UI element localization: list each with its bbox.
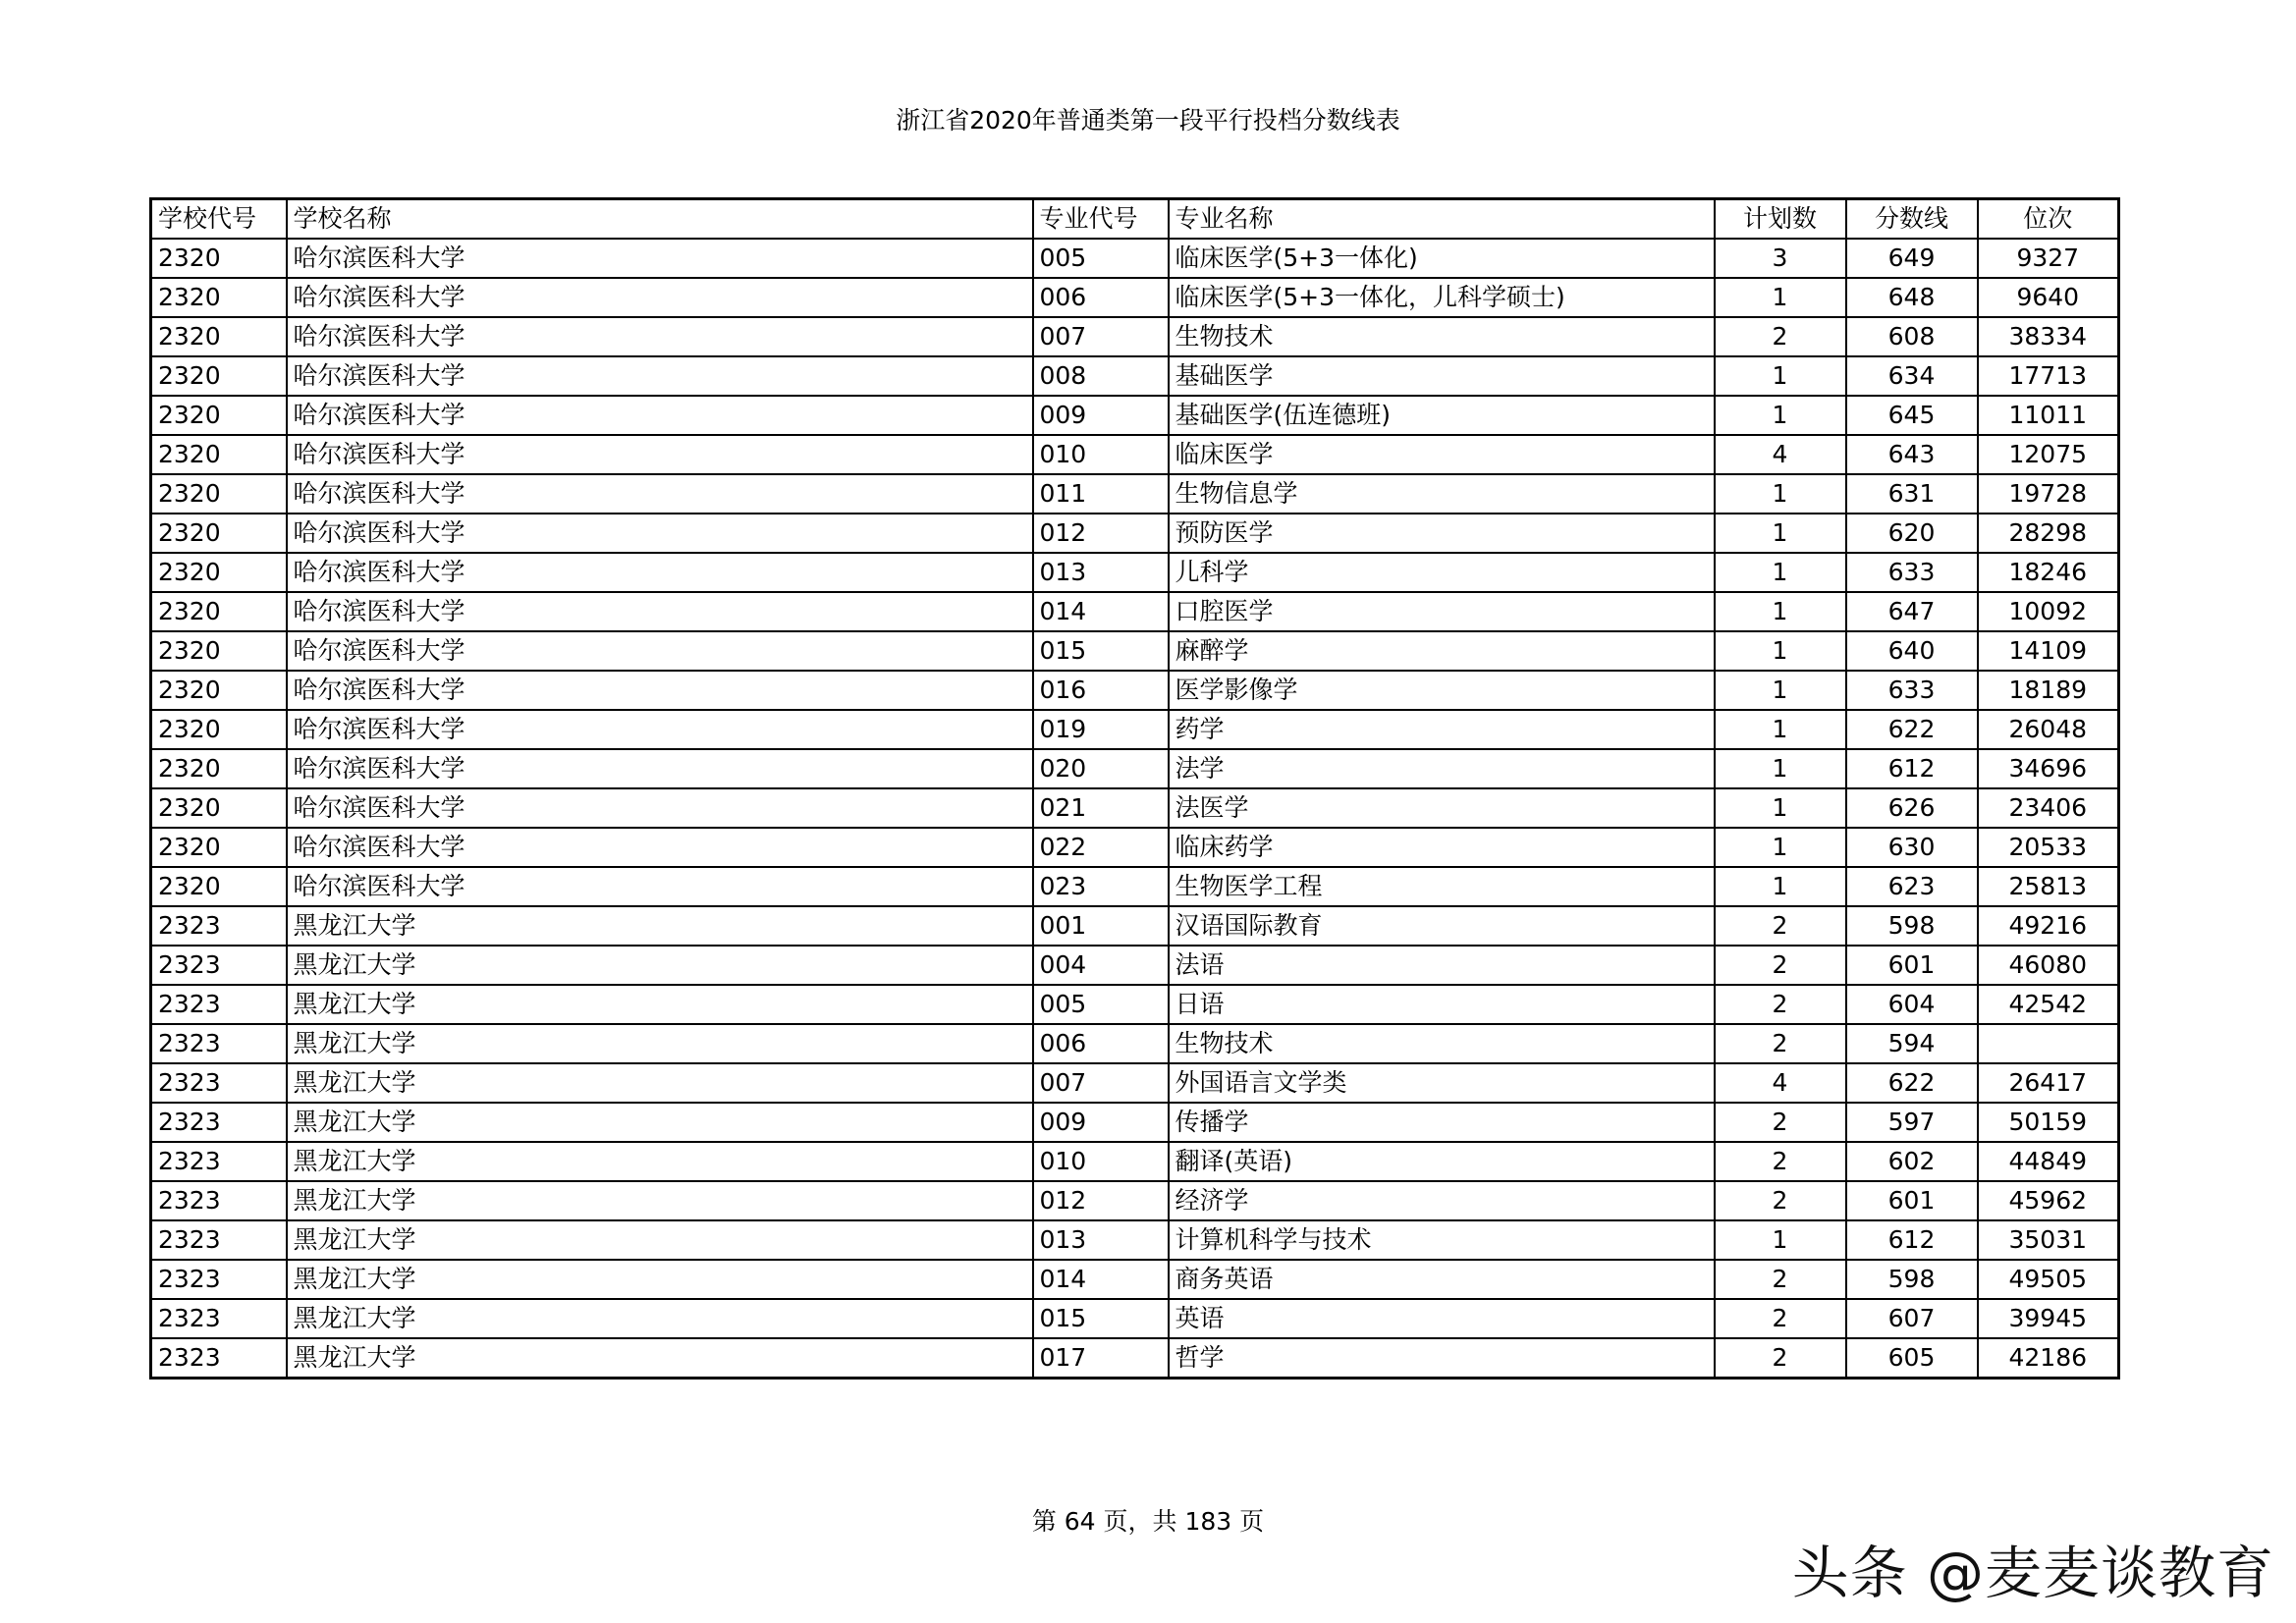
cell-major-code: 013 (1033, 553, 1169, 592)
cell-school-name: 哈尔滨医科大学 (287, 828, 1033, 867)
header-major-name: 专业名称 (1169, 199, 1715, 240)
cell-major-code: 017 (1033, 1338, 1169, 1379)
cell-rank: 34696 (1978, 749, 2119, 788)
cell-major-name: 法学 (1169, 749, 1715, 788)
cell-school-code: 2320 (151, 474, 287, 514)
cell-rank: 42186 (1978, 1338, 2119, 1379)
cell-school-code: 2320 (151, 435, 287, 474)
cell-school-code: 2323 (151, 1142, 287, 1181)
table-row (151, 1024, 2119, 1063)
cell-school-name: 哈尔滨医科大学 (287, 749, 1033, 788)
table-row (151, 788, 2119, 828)
table-row (151, 1181, 2119, 1220)
table-row (151, 1338, 2119, 1379)
cell-score-line: 620 (1846, 514, 1978, 553)
cell-rank: 49216 (1978, 906, 2119, 946)
table-row (151, 1142, 2119, 1181)
cell-major-name: 药学 (1169, 710, 1715, 749)
cell-rank: 42542 (1978, 985, 2119, 1024)
cell-school-code: 2320 (151, 631, 287, 671)
table-body (151, 239, 2119, 1379)
cell-school-name: 哈尔滨医科大学 (287, 435, 1033, 474)
cell-school-name: 哈尔滨医科大学 (287, 592, 1033, 631)
cell-school-code: 2320 (151, 867, 287, 906)
cell-major-name: 计算机科学与技术 (1169, 1220, 1715, 1260)
cell-plan-count: 2 (1715, 946, 1846, 985)
cell-plan-count: 2 (1715, 1260, 1846, 1299)
cell-rank: 20533 (1978, 828, 2119, 867)
cell-score-line: 647 (1846, 592, 1978, 631)
table-row (151, 1220, 2119, 1260)
cell-major-name: 经济学 (1169, 1181, 1715, 1220)
cell-school-code: 2323 (151, 946, 287, 985)
cell-plan-count: 1 (1715, 474, 1846, 514)
cell-rank: 44849 (1978, 1142, 2119, 1181)
cell-major-code: 001 (1033, 906, 1169, 946)
header-plan-count: 计划数 (1715, 199, 1846, 240)
cell-plan-count: 1 (1715, 396, 1846, 435)
cell-school-name: 哈尔滨医科大学 (287, 239, 1033, 278)
cell-major-code: 016 (1033, 671, 1169, 710)
cell-rank: 35031 (1978, 1220, 2119, 1260)
cell-school-name: 黑龙江大学 (287, 1063, 1033, 1103)
cell-score-line: 598 (1846, 1260, 1978, 1299)
cell-major-name: 生物技术 (1169, 1024, 1715, 1063)
cell-rank: 18189 (1978, 671, 2119, 710)
cell-major-name: 口腔医学 (1169, 592, 1715, 631)
cell-school-code: 2323 (151, 1063, 287, 1103)
cell-major-name: 英语 (1169, 1299, 1715, 1338)
cell-score-line: 623 (1846, 867, 1978, 906)
cell-score-line: 633 (1846, 553, 1978, 592)
cell-plan-count: 2 (1715, 906, 1846, 946)
cell-school-code: 2323 (151, 1024, 287, 1063)
cell-plan-count: 1 (1715, 671, 1846, 710)
watermark: 头条 @麦麦谈教育 (1791, 1540, 2274, 1606)
table-row (151, 710, 2119, 749)
cell-major-code: 022 (1033, 828, 1169, 867)
cell-major-code: 023 (1033, 867, 1169, 906)
header-school-code: 学校代号 (151, 199, 287, 240)
cell-school-name: 哈尔滨医科大学 (287, 671, 1033, 710)
cell-school-code: 2320 (151, 356, 287, 396)
table-row (151, 553, 2119, 592)
cell-rank (1978, 1024, 2119, 1063)
cell-major-code: 010 (1033, 1142, 1169, 1181)
cell-rank: 9327 (1978, 239, 2119, 278)
cell-major-name: 临床药学 (1169, 828, 1715, 867)
cell-school-name: 哈尔滨医科大学 (287, 514, 1033, 553)
cell-school-code: 2320 (151, 278, 287, 317)
cell-school-code: 2320 (151, 828, 287, 867)
cell-major-name: 基础医学 (1169, 356, 1715, 396)
cell-major-code: 008 (1033, 356, 1169, 396)
cell-rank: 39945 (1978, 1299, 2119, 1338)
cell-score-line: 602 (1846, 1142, 1978, 1181)
admission-score-table (149, 197, 2120, 1380)
cell-major-code: 005 (1033, 985, 1169, 1024)
header-major-code: 专业代号 (1033, 199, 1169, 240)
cell-plan-count: 1 (1715, 278, 1846, 317)
cell-plan-count: 2 (1715, 1181, 1846, 1220)
cell-school-name: 黑龙江大学 (287, 1299, 1033, 1338)
cell-major-code: 019 (1033, 710, 1169, 749)
cell-school-name: 哈尔滨医科大学 (287, 396, 1033, 435)
table-row (151, 906, 2119, 946)
cell-major-name: 预防医学 (1169, 514, 1715, 553)
table-row (151, 317, 2119, 356)
table-row (151, 514, 2119, 553)
cell-score-line: 634 (1846, 356, 1978, 396)
table-row (151, 435, 2119, 474)
cell-rank: 50159 (1978, 1103, 2119, 1142)
cell-major-name: 基础医学(伍连德班) (1169, 396, 1715, 435)
cell-rank: 17713 (1978, 356, 2119, 396)
table-row (151, 985, 2119, 1024)
cell-plan-count: 3 (1715, 239, 1846, 278)
cell-school-code: 2320 (151, 710, 287, 749)
cell-school-name: 黑龙江大学 (287, 1338, 1033, 1379)
cell-school-name: 黑龙江大学 (287, 1220, 1033, 1260)
cell-major-code: 021 (1033, 788, 1169, 828)
cell-major-code: 007 (1033, 317, 1169, 356)
cell-score-line: 645 (1846, 396, 1978, 435)
cell-school-name: 哈尔滨医科大学 (287, 553, 1033, 592)
cell-major-name: 医学影像学 (1169, 671, 1715, 710)
cell-rank: 28298 (1978, 514, 2119, 553)
table-row (151, 278, 2119, 317)
cell-major-code: 004 (1033, 946, 1169, 985)
cell-school-name: 黑龙江大学 (287, 1142, 1033, 1181)
cell-school-name: 黑龙江大学 (287, 1181, 1033, 1220)
cell-plan-count: 2 (1715, 1024, 1846, 1063)
cell-rank: 19728 (1978, 474, 2119, 514)
cell-major-code: 005 (1033, 239, 1169, 278)
cell-major-code: 015 (1033, 631, 1169, 671)
cell-score-line: 605 (1846, 1338, 1978, 1379)
cell-major-name: 生物信息学 (1169, 474, 1715, 514)
cell-plan-count: 2 (1715, 317, 1846, 356)
cell-school-name: 黑龙江大学 (287, 1260, 1033, 1299)
cell-school-code: 2320 (151, 671, 287, 710)
cell-rank: 18246 (1978, 553, 2119, 592)
cell-school-code: 2323 (151, 1181, 287, 1220)
cell-plan-count: 1 (1715, 1220, 1846, 1260)
cell-school-code: 2320 (151, 553, 287, 592)
cell-rank: 45962 (1978, 1181, 2119, 1220)
cell-school-name: 哈尔滨医科大学 (287, 278, 1033, 317)
cell-rank: 25813 (1978, 867, 2119, 906)
cell-rank: 12075 (1978, 435, 2119, 474)
cell-plan-count: 2 (1715, 1103, 1846, 1142)
cell-plan-count: 2 (1715, 1299, 1846, 1338)
cell-rank: 38334 (1978, 317, 2119, 356)
cell-school-name: 哈尔滨医科大学 (287, 317, 1033, 356)
cell-school-name: 黑龙江大学 (287, 1103, 1033, 1142)
cell-major-code: 010 (1033, 435, 1169, 474)
table-row (151, 396, 2119, 435)
cell-major-name: 翻译(英语) (1169, 1142, 1715, 1181)
cell-school-code: 2323 (151, 1220, 287, 1260)
cell-school-name: 哈尔滨医科大学 (287, 867, 1033, 906)
cell-plan-count: 1 (1715, 788, 1846, 828)
cell-school-name: 黑龙江大学 (287, 985, 1033, 1024)
cell-plan-count: 1 (1715, 553, 1846, 592)
cell-major-name: 汉语国际教育 (1169, 906, 1715, 946)
cell-rank: 26048 (1978, 710, 2119, 749)
cell-school-code: 2320 (151, 239, 287, 278)
page-footer: 第 64 页，共 183 页 (1031, 1507, 1265, 1536)
cell-plan-count: 1 (1715, 514, 1846, 553)
cell-score-line: 648 (1846, 278, 1978, 317)
cell-score-line: 608 (1846, 317, 1978, 356)
table-row (151, 867, 2119, 906)
cell-score-line: 601 (1846, 1181, 1978, 1220)
cell-school-code: 2323 (151, 985, 287, 1024)
cell-score-line: 604 (1846, 985, 1978, 1024)
cell-score-line: 594 (1846, 1024, 1978, 1063)
cell-major-name: 哲学 (1169, 1338, 1715, 1379)
cell-plan-count: 1 (1715, 710, 1846, 749)
table-row (151, 1299, 2119, 1338)
cell-school-name: 哈尔滨医科大学 (287, 631, 1033, 671)
cell-score-line: 633 (1846, 671, 1978, 710)
cell-rank: 14109 (1978, 631, 2119, 671)
cell-major-name: 生物技术 (1169, 317, 1715, 356)
cell-major-name: 临床医学 (1169, 435, 1715, 474)
cell-major-code: 012 (1033, 514, 1169, 553)
cell-school-code: 2320 (151, 396, 287, 435)
cell-school-name: 哈尔滨医科大学 (287, 474, 1033, 514)
cell-rank: 11011 (1978, 396, 2119, 435)
cell-score-line: 601 (1846, 946, 1978, 985)
table-row (151, 671, 2119, 710)
cell-major-code: 015 (1033, 1299, 1169, 1338)
cell-plan-count: 4 (1715, 1063, 1846, 1103)
cell-score-line: 622 (1846, 710, 1978, 749)
cell-plan-count: 1 (1715, 749, 1846, 788)
cell-plan-count: 4 (1715, 435, 1846, 474)
cell-school-code: 2323 (151, 1103, 287, 1142)
table-row (151, 749, 2119, 788)
cell-major-code: 011 (1033, 474, 1169, 514)
cell-score-line: 643 (1846, 435, 1978, 474)
cell-rank: 46080 (1978, 946, 2119, 985)
table-row (151, 828, 2119, 867)
cell-major-code: 006 (1033, 278, 1169, 317)
cell-plan-count: 1 (1715, 631, 1846, 671)
table-row (151, 1103, 2119, 1142)
cell-major-name: 外国语言文学类 (1169, 1063, 1715, 1103)
cell-major-name: 传播学 (1169, 1103, 1715, 1142)
cell-school-code: 2320 (151, 749, 287, 788)
cell-school-code: 2323 (151, 1260, 287, 1299)
table-header-row (151, 199, 2119, 240)
table-row (151, 474, 2119, 514)
cell-score-line: 598 (1846, 906, 1978, 946)
cell-rank: 10092 (1978, 592, 2119, 631)
cell-rank: 23406 (1978, 788, 2119, 828)
cell-score-line: 612 (1846, 749, 1978, 788)
cell-school-code: 2323 (151, 1338, 287, 1379)
cell-major-code: 020 (1033, 749, 1169, 788)
cell-score-line: 607 (1846, 1299, 1978, 1338)
cell-plan-count: 1 (1715, 828, 1846, 867)
cell-plan-count: 1 (1715, 592, 1846, 631)
cell-major-code: 009 (1033, 1103, 1169, 1142)
table-row (151, 592, 2119, 631)
header-score-line: 分数线 (1846, 199, 1978, 240)
table-row (151, 1260, 2119, 1299)
cell-score-line: 626 (1846, 788, 1978, 828)
cell-school-code: 2320 (151, 514, 287, 553)
table-row (151, 1063, 2119, 1103)
cell-school-code: 2320 (151, 788, 287, 828)
cell-score-line: 640 (1846, 631, 1978, 671)
cell-major-name: 商务英语 (1169, 1260, 1715, 1299)
cell-score-line: 612 (1846, 1220, 1978, 1260)
cell-major-code: 012 (1033, 1181, 1169, 1220)
cell-major-code: 009 (1033, 396, 1169, 435)
cell-school-code: 2323 (151, 906, 287, 946)
cell-plan-count: 2 (1715, 1142, 1846, 1181)
cell-major-name: 生物医学工程 (1169, 867, 1715, 906)
cell-school-name: 哈尔滨医科大学 (287, 356, 1033, 396)
cell-major-code: 006 (1033, 1024, 1169, 1063)
table-row (151, 946, 2119, 985)
cell-rank: 49505 (1978, 1260, 2119, 1299)
cell-rank: 26417 (1978, 1063, 2119, 1103)
table-row (151, 239, 2119, 278)
cell-school-name: 哈尔滨医科大学 (287, 710, 1033, 749)
cell-plan-count: 1 (1715, 867, 1846, 906)
cell-plan-count: 2 (1715, 1338, 1846, 1379)
cell-major-name: 麻醉学 (1169, 631, 1715, 671)
cell-school-name: 黑龙江大学 (287, 1024, 1033, 1063)
cell-major-name: 日语 (1169, 985, 1715, 1024)
table-row (151, 356, 2119, 396)
cell-major-name: 临床医学(5+3一体化) (1169, 239, 1715, 278)
cell-score-line: 622 (1846, 1063, 1978, 1103)
table-row (151, 631, 2119, 671)
cell-rank: 9640 (1978, 278, 2119, 317)
cell-score-line: 597 (1846, 1103, 1978, 1142)
cell-major-name: 法医学 (1169, 788, 1715, 828)
cell-plan-count: 2 (1715, 985, 1846, 1024)
cell-score-line: 631 (1846, 474, 1978, 514)
document-title: 浙江省2020年普通类第一段平行投档分数线表 (896, 106, 1400, 135)
cell-school-name: 黑龙江大学 (287, 946, 1033, 985)
cell-major-code: 014 (1033, 592, 1169, 631)
cell-school-code: 2320 (151, 317, 287, 356)
cell-school-code: 2320 (151, 592, 287, 631)
cell-major-name: 法语 (1169, 946, 1715, 985)
cell-major-code: 007 (1033, 1063, 1169, 1103)
cell-major-code: 014 (1033, 1260, 1169, 1299)
cell-school-name: 黑龙江大学 (287, 906, 1033, 946)
header-rank: 位次 (1978, 199, 2119, 240)
cell-major-name: 临床医学(5+3一体化，儿科学硕士) (1169, 278, 1715, 317)
cell-plan-count: 1 (1715, 356, 1846, 396)
header-school-name: 学校名称 (287, 199, 1033, 240)
cell-score-line: 649 (1846, 239, 1978, 278)
cell-major-name: 儿科学 (1169, 553, 1715, 592)
cell-major-code: 013 (1033, 1220, 1169, 1260)
cell-score-line: 630 (1846, 828, 1978, 867)
cell-school-name: 哈尔滨医科大学 (287, 788, 1033, 828)
cell-school-code: 2323 (151, 1299, 287, 1338)
